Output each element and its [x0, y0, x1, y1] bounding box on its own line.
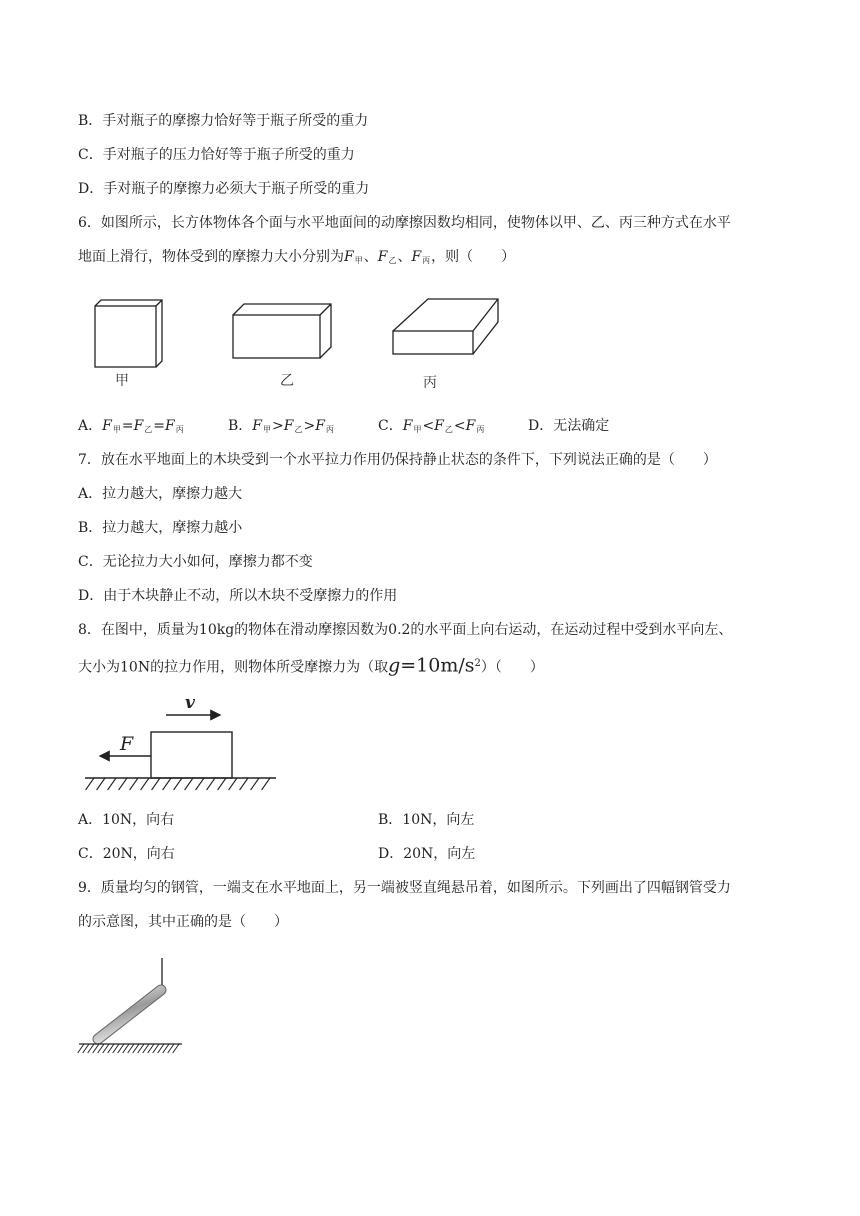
ground-hatch-mark — [141, 778, 149, 790]
q7-stem: 7．放在水平地面上的木块受到一个水平拉力作用仍保持静止状态的条件下，下列说法正确的是（ ） — [78, 452, 717, 468]
q6-figure-yi — [228, 298, 338, 363]
ground-hatch-mark — [262, 778, 270, 790]
q6-option-a: A．$F_甲=F_乙=F_丙$ — [78, 418, 184, 434]
q5-option-c: C．手对瓶子的压力恰好等于瓶子所受的重力 — [78, 147, 355, 163]
ground-hatch-mark — [240, 778, 248, 790]
q6-caption-yi: 乙 — [280, 373, 294, 389]
q6-option-b: B．$F_甲>F_乙>F_丙$ — [228, 418, 334, 434]
q8-option-b: B．10N，向左 — [378, 812, 475, 828]
q6-stem-line1: 6．如图所示，长方体物体各个面与水平地面间的动摩擦因数均相同，使物体以甲、乙、丙三种方式在水平 — [78, 215, 731, 231]
ground-hatch-mark — [130, 778, 138, 790]
q8-stem-line1: 8．在图中，质量为10kg的物体在滑动摩擦因数为0.2的水平面上向右运动，在运动过程中受到水平向左、 — [78, 622, 733, 638]
force-label: F — [120, 733, 134, 755]
q8-figure — [80, 690, 280, 800]
ground-hatch-mark — [108, 778, 116, 790]
ground-hatch-mark — [218, 778, 226, 790]
q5-option-b: B．手对瓶子的摩擦力恰好等于瓶子所受的重力 — [78, 113, 369, 129]
q5-option-d: D．手对瓶子的摩擦力必须大于瓶子所受的重力 — [78, 181, 370, 197]
q8-option-d: D．20N，向左 — [378, 846, 476, 862]
ground-hatch-mark — [86, 778, 94, 790]
q6-option-d: D．无法确定 — [528, 418, 610, 434]
ground-hatch-mark — [152, 778, 160, 790]
ground-hatch-mark — [163, 778, 171, 790]
q7-option-d: D．由于木块静止不动，所以木块不受摩擦力的作用 — [78, 588, 398, 604]
ground-hatch-mark — [174, 778, 182, 790]
q6-caption-jia: 甲 — [115, 373, 129, 389]
q8-option-a: A．10N，向右 — [78, 812, 175, 828]
q9-figure — [76, 955, 186, 1060]
ground-hatch-mark — [196, 778, 204, 790]
q8-option-c: C．20N，向右 — [78, 846, 175, 862]
ground-hatch-mark — [207, 778, 215, 790]
q7-option-b: B．拉力越大，摩擦力越小 — [78, 520, 243, 536]
ground-hatch-mark — [229, 778, 237, 790]
ground-hatch-mark — [185, 778, 193, 790]
q9-stem-line1: 9．质量均匀的钢管，一端支在水平地面上，另一端被竖直绳悬吊着，如图所示。下列画出了四幅钢管受力 — [78, 880, 731, 896]
q6-figure-jia — [90, 292, 170, 372]
ground-hatch-mark — [119, 778, 127, 790]
q8-stem-line2: 大小为10N的拉力作用，则物体所受摩擦力为（取$g=10m/s^2$）（ ） — [78, 654, 544, 677]
q6-stem-line2: 地面上滑行，物体受到的摩擦力大小分别为$F_甲$、$F_乙$、$F_丙$，则（ ） — [78, 249, 516, 265]
q6-figure-bing — [388, 294, 503, 359]
ground-hatch-mark — [251, 778, 259, 790]
q7-option-c: C．无论拉力大小如何，摩擦力都不变 — [78, 554, 313, 570]
q7-option-a: A．拉力越大，摩擦力越大 — [78, 486, 243, 502]
q6-caption-bing: 丙 — [423, 375, 437, 391]
ground-hatch-mark — [97, 778, 105, 790]
q6-option-c: C．$F_甲<F_乙<F_丙$ — [378, 418, 485, 434]
velocity-label: v — [185, 693, 195, 713]
q9-stem-line2: 的示意图，其中正确的是（ ） — [78, 914, 288, 930]
